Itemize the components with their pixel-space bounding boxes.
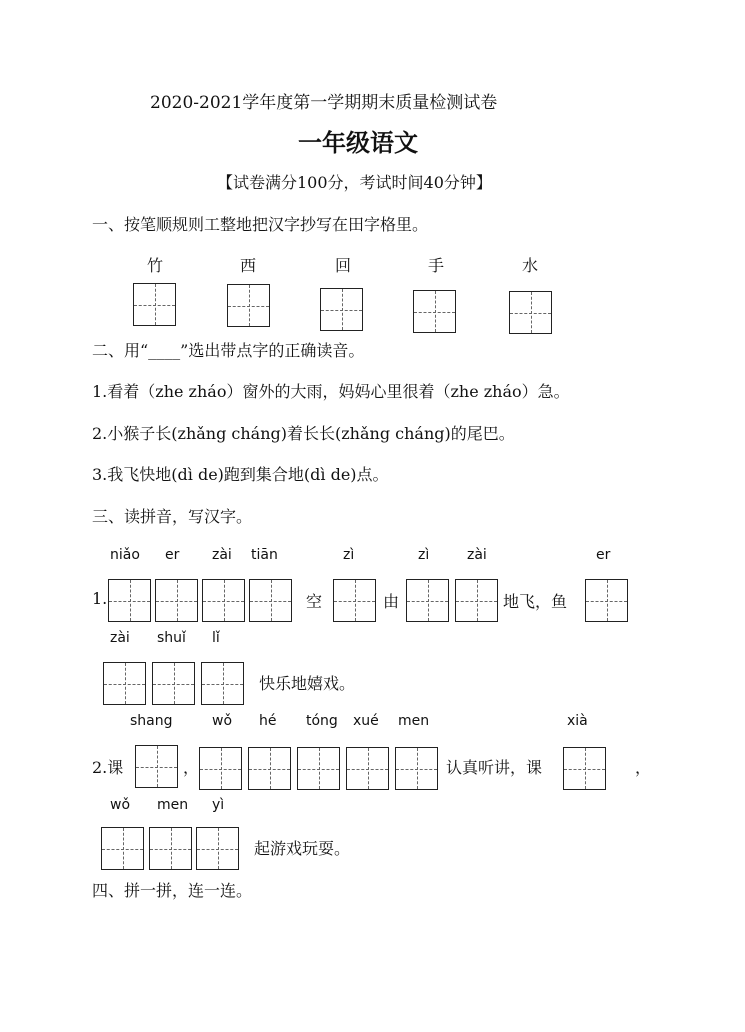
tianzige-box[interactable] <box>333 579 376 622</box>
exam-note: 【试卷满分100分，考试时间40分钟】 <box>217 173 492 192</box>
tianzige-box[interactable] <box>585 579 628 622</box>
text-line2: 起游戏玩耍。 <box>254 839 351 858</box>
question-number: 1. <box>92 589 108 608</box>
copy-char-3: 回 <box>335 256 352 275</box>
tianzige-box[interactable] <box>227 284 270 327</box>
section3-heading: 三、读拼音，写汉字。 <box>92 507 253 526</box>
pinyin-label: shuǐ <box>157 630 186 646</box>
tianzige-box[interactable] <box>108 579 151 622</box>
question-2-3: 3.我飞快地(dì de)跑到集合地(dì de)点。 <box>92 465 389 484</box>
copy-char-4: 手 <box>428 256 445 275</box>
pinyin-label: zì <box>343 547 355 563</box>
pinyin-label: er <box>596 547 611 563</box>
tianzige-box[interactable] <box>346 747 389 790</box>
pinyin-label: shang <box>130 713 173 729</box>
pinyin-label: zài <box>212 547 232 563</box>
pinyin-label: zài <box>467 547 487 563</box>
copy-char-5: 水 <box>522 256 539 275</box>
tianzige-box[interactable] <box>199 747 242 790</box>
pinyin-label: tóng <box>306 713 338 729</box>
pinyin-label: lǐ <box>212 630 220 646</box>
pinyin-label: hé <box>259 713 277 729</box>
pinyin-label: xué <box>353 713 379 729</box>
tianzige-box[interactable] <box>320 288 363 331</box>
pinyin-label: wǒ <box>212 713 233 729</box>
copy-char-1: 竹 <box>147 256 164 275</box>
text-you: 由 <box>383 592 400 611</box>
section1-heading: 一、按笔顺规则工整地把汉字抄写在田字格里。 <box>92 215 429 234</box>
tianzige-box[interactable] <box>201 662 244 705</box>
tianzige-box[interactable] <box>248 747 291 790</box>
tianzige-box[interactable] <box>406 579 449 622</box>
pinyin-label: zài <box>110 630 130 646</box>
text-mid: 认真听讲，课 <box>446 758 543 777</box>
tianzige-box[interactable] <box>149 827 192 870</box>
pinyin-label: zì <box>418 547 430 563</box>
pinyin-label: yì <box>212 797 225 813</box>
tianzige-box[interactable] <box>155 579 198 622</box>
tianzige-box[interactable] <box>297 747 340 790</box>
pinyin-label: men <box>157 797 189 813</box>
pinyin-label: tiān <box>251 547 278 563</box>
tianzige-box[interactable] <box>413 290 456 333</box>
text-line2: 快乐地嬉戏。 <box>259 674 356 693</box>
question-2-1: 1.看着（zhe zháo）窗外的大雨，妈妈心里很着（zhe zháo）急。 <box>92 382 570 401</box>
pinyin-label: wǒ <box>110 797 131 813</box>
pinyin-label: er <box>165 547 180 563</box>
section2-heading: 二、用“____”选出带点字的正确读音。 <box>92 341 365 360</box>
copy-char-2: 西 <box>240 256 257 275</box>
tianzige-box[interactable] <box>249 579 292 622</box>
tianzige-box[interactable] <box>509 291 552 334</box>
tianzige-box[interactable] <box>133 283 176 326</box>
tianzige-box[interactable] <box>395 747 438 790</box>
tianzige-box[interactable] <box>135 745 178 788</box>
tianzige-box[interactable] <box>202 579 245 622</box>
tianzige-box[interactable] <box>152 662 195 705</box>
text-difei: 地飞，鱼 <box>503 592 568 611</box>
text-kong: 空 <box>306 592 323 611</box>
comma: ， <box>183 758 200 777</box>
subject-title: 一年级语文 <box>298 129 418 157</box>
tianzige-box[interactable] <box>563 747 606 790</box>
pinyin-label: men <box>398 713 430 729</box>
pinyin-label: xià <box>567 713 588 729</box>
question-number: 2.课 <box>92 758 124 777</box>
tianzige-box[interactable] <box>455 579 498 622</box>
comma: ， <box>635 758 652 777</box>
section4-heading: 四、拼一拼，连一连。 <box>92 881 253 900</box>
pinyin-label: niǎo <box>110 547 140 563</box>
tianzige-box[interactable] <box>196 827 239 870</box>
tianzige-box[interactable] <box>101 827 144 870</box>
question-2-2: 2.小猴子长(zhǎng cháng)着长长(zhǎng cháng)的尾巴。 <box>92 424 515 443</box>
tianzige-box[interactable] <box>103 662 146 705</box>
exam-title: 2020-2021学年度第一学期期末质量检测试卷 <box>150 93 498 113</box>
